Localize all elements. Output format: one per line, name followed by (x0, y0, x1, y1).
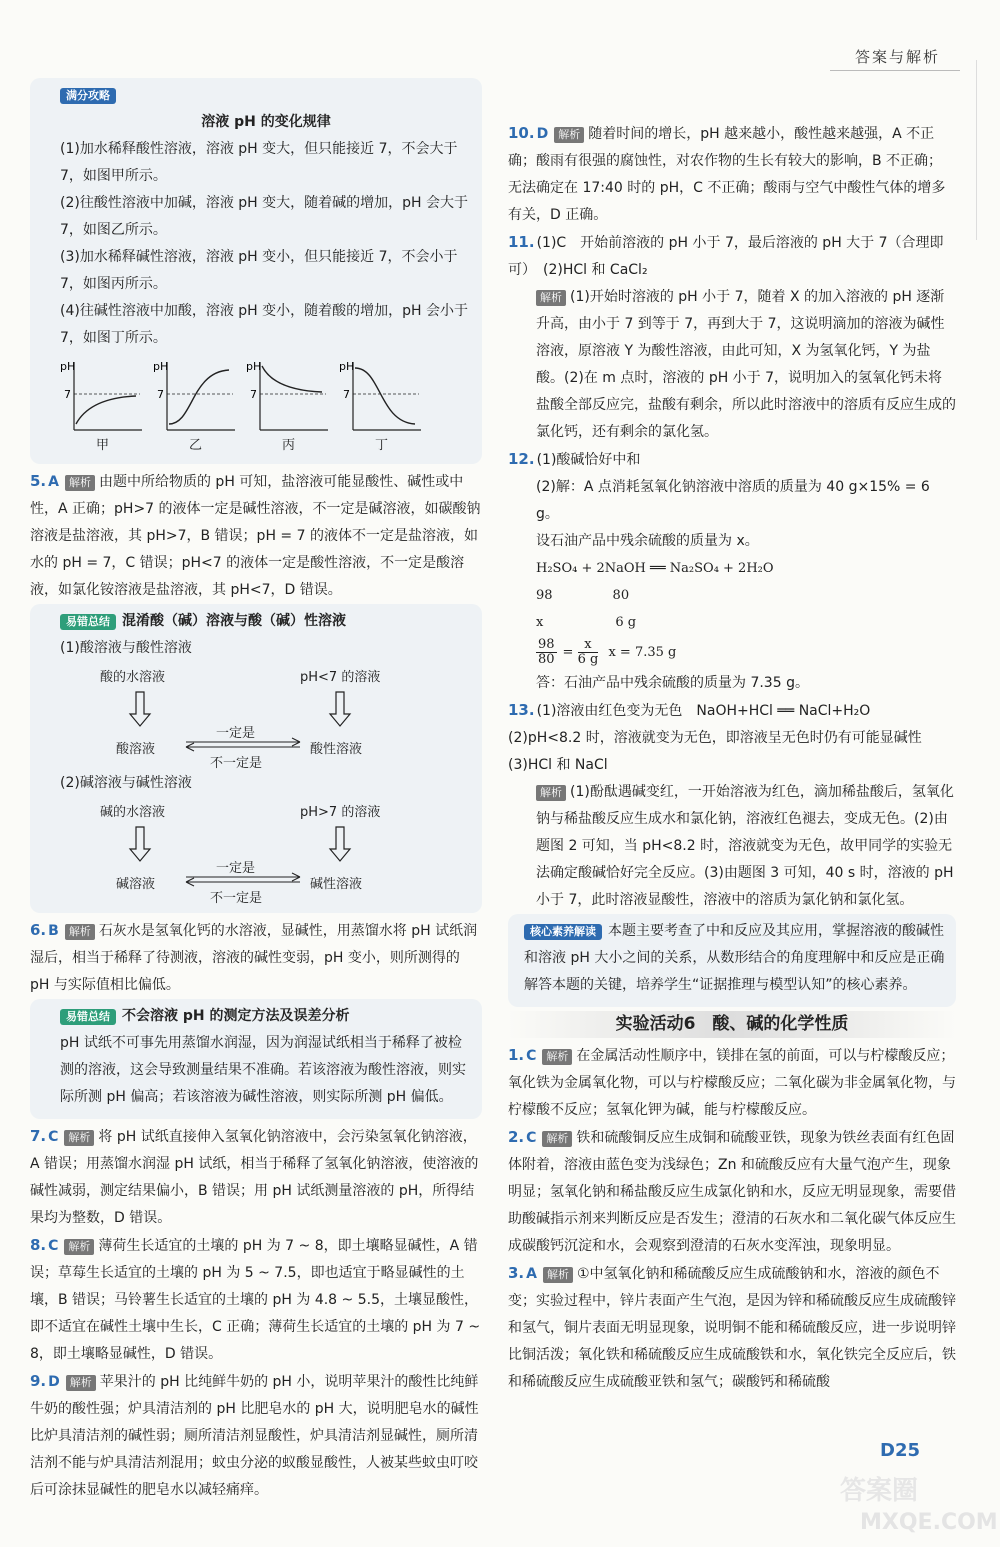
s2-answer: C (526, 1130, 537, 1146)
q9-tag: 解析 (66, 1375, 96, 1391)
graph-yi-caption: 乙 (188, 438, 202, 453)
q13-tag: 解析 (536, 785, 566, 801)
ph-graphs (60, 358, 472, 454)
mistake1-title: 混淆酸（碱）溶液与酸（碱）性溶液 (122, 613, 346, 629)
q13 (508, 697, 956, 779)
flow-acid-must: 一定是 (216, 726, 256, 741)
tips-item-2: (2)往酸性溶液中加碱，溶液 pH 变大，随着碱的增加，pH 会大于 7，如图乙所示。 (60, 195, 469, 238)
s1-answer: C (526, 1048, 537, 1064)
graph-bing-ylabel: pH (246, 360, 262, 373)
q12-frac2-den: 6 g (577, 652, 599, 667)
page-number: D25 (880, 1440, 920, 1461)
header-title: 答案与解析 (854, 48, 940, 66)
q11-analysis (508, 284, 956, 446)
graph-yi-svg (153, 358, 238, 438)
q12-frac1-den: 80 (538, 652, 555, 667)
q6 (30, 917, 482, 999)
graph-yi (153, 358, 238, 454)
q5-text: 由题中所给物质的 pH 可知，盐溶液可能显酸性、碱性或中性，A 正确；pH>7 的液体一定是碱性溶液，不一定是碱溶液，如碳酸钠溶液是盐溶液，其 pH>7，B 错误；pH = 7 的液体不一定是盐溶液，如水的 pH = 7，C 错误；pH<7 的液体一定是酸性溶液，不一定是酸溶液，如氯化铵溶液是盐溶液，其 pH<7，D 错误。 (30, 474, 481, 598)
mistake2-title: 不会溶液 pH 的测定方法及误差分析 (122, 1008, 350, 1024)
q8-tag: 解析 (64, 1239, 94, 1255)
q12-frac2 (578, 638, 599, 667)
q8 (30, 1232, 482, 1368)
graph-ding-svg (339, 358, 424, 438)
tips-item-3: (3)加水稀释碱性溶液，溶液 pH 变小，但只能接近 7，不会小于 7，如图丙所示。 (60, 249, 458, 292)
s3 (508, 1260, 956, 1396)
flow-base-left-top: 碱的水溶液 (100, 805, 166, 820)
q13-text: (1)酚酞遇碱变红，一开始溶液为红色，滴加稀盐酸后，氢氧化钠与稀盐酸反应生成水和氯化钠，溶液红色褪去，变成无色。(2)由题图 2 可知，当 pH<8.2 时，溶液就变为无色，故甲同学的实验无法确定酸碱恰好完全反应。(3)由题图 3 可知，40 s 时，溶液的 pH 小于 7，此时溶液显酸性，溶液中的溶质为氯化钠和氯化氢。 (536, 784, 954, 908)
mistake2-tag: 易错总结 (60, 1009, 116, 1025)
s1 (508, 1042, 956, 1124)
mistake1-part1: (1)酸溶液与酸性溶液 (60, 640, 192, 656)
s1-tag: 解析 (542, 1049, 572, 1065)
q13-answer: (1)溶液由红色变为无色 NaOH+HCl ══ NaCl+H₂O (2)pH<8.2 时，溶液就变为无色，即溶液呈无色时仍有可能显碱性 (3)HCl 和 NaCl (508, 703, 936, 773)
q6-answer: B (48, 923, 59, 939)
q11 (508, 229, 956, 284)
q12-equation: H₂SO₄ + 2NaOH ══ Na₂SO₄ + 2H₂O (536, 561, 774, 576)
q12-frac1-num: 98 (538, 637, 555, 652)
tips-tag: 满分攻略 (60, 88, 116, 104)
q11-tag: 解析 (536, 290, 566, 306)
graph-yi-ylabel: pH (153, 360, 169, 373)
s1-text: 在金属活动性顺序中，镁排在氢的前面，可以与柠檬酸反应；氧化铁为金属氧化物，可以与柠檬酸反应；二氧化碳为非金属氧化物，与柠檬酸不反应；氢氧化钾为碱，能与柠檬酸反应。 (508, 1048, 956, 1118)
q9-answer: D (48, 1374, 60, 1390)
q12-frac2-num: x (578, 638, 599, 653)
q9-text: 苹果汁的 pH 比纯鲜牛奶的 pH 小，说明苹果汁的酸性比纯鲜牛奶的酸性强；炉具清洁剂的 pH 比肥皂水的 pH 大，说明肥皂水的碱性比炉具清洁剂的碱性弱；厕所清洁剂显酸性，炉具清洁剂显碱性，厕所清洁剂不能与炉具清洁剂混用；蚊虫分泌的蚁酸显酸性，人被某些蚊虫叮咬后可涂抹显碱性的肥皂水以减轻痛痒。 (30, 1374, 479, 1498)
s3-text: ①中氢氧化钠和稀硫酸反应生成硫酸钠和水，溶液的颜色不变；实验过程中，锌片表面产生气泡，是因为锌和稀硫酸反应生成硫酸锌和氢气，铜片表面无明显现象，说明铜不能和稀硫酸反应，进一步说明锌比铜活泼；氧化铁和稀硫酸反应生成硫酸铁和水，氧化铁完全反应后，铁和稀硫酸反应生成硫酸亚铁和氢气；碳酸钙和稀硫酸 (508, 1266, 956, 1390)
margin-decoration (958, 60, 977, 240)
flow-acid-right-top: pH<7 的溶液 (300, 670, 381, 685)
q6-text: 石灰水是氢氧化钙的水溶液，显碱性，用蒸馏水将 pH 试纸润湿后，相当于稀释了待测液，溶液的碱性变弱，pH 变小，则所测得的 pH 与实际值相比偏低。 (30, 923, 478, 993)
q6-tag: 解析 (65, 924, 95, 940)
s2-num: 2. (508, 1128, 525, 1146)
core-text: 本题主要考查了中和反应及其应用，掌握溶液的酸碱性和溶液 pH 大小之间的关系，从数形结合的角度理解中和反应是正确解答本题的关键，培养学生“证据推理与模型认知”的核心素养。 (524, 923, 945, 993)
flow-base-right-top: pH>7 的溶液 (300, 805, 381, 820)
flow-base-must: 一定是 (216, 861, 256, 876)
graph-ding-ylabel: pH (339, 360, 355, 373)
mistake1-box (30, 604, 482, 913)
s1-num: 1. (508, 1046, 525, 1064)
q10-text: 随着时间的增长，pH 越来越小，酸性越来越强，A 不正确；酸雨有很强的腐蚀性，对农作物的生长有较大的影响，B 不正确；无法确定在 17:40 时的 pH，C 不正确；酸雨与空气中酸性气体的增多有关，D 正确。 (508, 126, 946, 223)
q8-answer: C (48, 1238, 59, 1254)
q13-num: 13. (508, 701, 535, 719)
q10-num: 10. (508, 124, 535, 142)
tips-box (30, 78, 482, 464)
s3-answer: A (526, 1266, 537, 1282)
q12-result: x = 7.35 g (608, 645, 677, 660)
q12-values (508, 609, 956, 636)
q5-num: 5. (30, 472, 47, 490)
flow-acid-not-must: 不一定是 (210, 756, 263, 771)
q12-frac1 (536, 638, 557, 667)
flow-base-left-bottom: 碱溶液 (116, 877, 156, 892)
q12-part1: (1)酸碱恰好中和 (536, 452, 641, 468)
q7-num: 7. (30, 1127, 47, 1145)
flow-acid (100, 662, 420, 770)
watermark-url: MXQE.COM (860, 1510, 998, 1535)
q12-l3: 设石油产品中残余硫酸的质量为 x。 (536, 533, 759, 549)
q7-text: 将 pH 试纸直接伸入氢氧化钠溶液中，会污染氢氧化钠溶液，A 错误；用蒸馏水润湿 pH 试纸，相当于稀释了氢氧化钠溶液，使溶液的碱性减弱，测定结果偏小，B 错误；用 pH 试纸测量溶液的 pH，所得结果均为整数，D 错误。 (30, 1129, 479, 1226)
q7-answer: C (48, 1129, 59, 1145)
section-title: 实验活动6 酸、碱的化学性质 (508, 1011, 956, 1038)
tips-item-4: (4)往碱性溶液中加酸，溶液 pH 变小，随着酸的增加，pH 会小于 7，如图丁所示。 (60, 303, 469, 346)
q6-num: 6. (30, 921, 47, 939)
q10-tag: 解析 (554, 127, 584, 143)
s2-text: 铁和硫酸铜反应生成铜和硫酸亚铁，现象为铁丝表面有红色固体附着，溶液由蓝色变为浅绿色；Zn 和硫酸反应有大量气泡产生，现象明显；氢氧化钠和稀盐酸反应生成氯化钠和水，反应无明显现象，需要借助酸碱指示剂来判断反应是否发生；澄清的石灰水和二氧化碳气体反应生成碳酸钙沉淀和水，会观察到澄清的石灰水变浑浊，现象明显。 (508, 1130, 956, 1254)
q12-answer: 答：石油产品中残余硫酸的质量为 7.35 g。 (536, 675, 809, 691)
q12-l1 (508, 446, 956, 474)
graph-jia (60, 358, 145, 454)
q7-tag: 解析 (64, 1130, 94, 1146)
flow-acid-left-top: 酸的水溶液 (100, 670, 166, 685)
flow-acid-left-bottom: 酸溶液 (116, 742, 156, 757)
flow-base-not-must: 不一定是 (210, 891, 263, 906)
q5 (30, 468, 482, 604)
q7 (30, 1123, 482, 1232)
graph-jia-ylabel: pH (60, 360, 76, 373)
graph-ding-caption: 丁 (374, 438, 388, 453)
s3-tag: 解析 (543, 1267, 573, 1283)
q12-masses (508, 582, 956, 609)
watermark-logo: 答案圈 (840, 1476, 919, 1506)
flow-acid-right-bottom: 酸性溶液 (310, 742, 363, 757)
header-divider (830, 70, 960, 71)
q10-answer: D (536, 126, 549, 142)
graph-jia-caption: 甲 (95, 438, 109, 453)
q12-m2: 80 (612, 588, 630, 603)
q12-v2: 6 g (615, 615, 637, 630)
graph-bing (246, 358, 331, 454)
graph-ding (339, 358, 424, 454)
q10 (508, 120, 956, 229)
s3-num: 3. (508, 1264, 525, 1282)
s2-tag: 解析 (542, 1131, 572, 1147)
s2 (508, 1124, 956, 1260)
mistake2-box (30, 999, 482, 1119)
mistake1-part2: (2)碱溶液与碱性溶液 (60, 775, 192, 791)
q9-num: 9. (30, 1372, 47, 1390)
right-column (508, 120, 956, 1396)
q11-answer: (1)C 开始前溶液的 pH 小于 7，最后溶液的 pH 大于 7（合理即可） (2)HCl 和 CaCl₂ (508, 235, 944, 278)
flow-base (100, 797, 420, 905)
graph-bing-ref: 7 (250, 388, 257, 401)
core-tag: 核心素养解读 (524, 924, 602, 940)
q12-m1: 98 (536, 588, 553, 603)
q8-num: 8. (30, 1236, 47, 1254)
left-column (30, 78, 482, 1504)
graph-yi-ref: 7 (157, 388, 164, 401)
core-box (508, 914, 956, 1007)
graph-bing-caption: 丙 (281, 438, 295, 453)
q12-l2: (2)解：A 点消耗氢氧化钠溶液中溶质的质量为 40 g×15% = 6 g。 (536, 479, 930, 522)
q9 (30, 1368, 482, 1504)
mistake1-tag: 易错总结 (60, 614, 116, 630)
q13-analysis (508, 779, 956, 914)
tips-title: 溶液 pH 的变化规律 (201, 114, 331, 130)
q8-text: 薄荷生长适宜的土壤的 pH 为 7 ~ 8，即土壤略显碱性，A 错误；草莓生长适宜的土壤的 pH 为 5 ~ 7.5，即也适宜于略显碱性的土壤，B 错误；马铃薯生长适宜的土壤的 pH 为 4.8 ~ 5.5，土壤显酸性，即不适宜在碱性土壤中生长，C 正确；薄荷生长适宜的土壤的 pH 为 7 ~ 8，即土壤略显碱性，D 错误。 (30, 1238, 481, 1362)
flow-base-right-bottom: 碱性溶液 (310, 877, 363, 892)
mistake2-text: pH 试纸不可事先用蒸馏水润湿，因为润湿试纸相当于稀释了被检测的溶液，这会导致测量结果不准确。若该溶液为酸性溶液，则实际所测 pH 偏高；若该溶液为碱性溶液，则实际所测 pH 偏低。 (60, 1035, 466, 1105)
q12-num: 12. (508, 450, 535, 468)
tips-item-1: (1)加水稀释酸性溶液，溶液 pH 变大，但只能接近 7，不会大于 7，如图甲所示。 (60, 141, 458, 184)
q11-text: (1)开始时溶液的 pH 小于 7，随着 X 的加入溶液的 pH 逐渐升高，由小于 7 到等于 7，再到大于 7，这说明滴加的溶液为碱性溶液，原溶液 Y 为酸性溶液，由此可知，X 为氢氧化钙，Y 为盐酸。(2)在 m 点时，溶液的 pH 小于 7，说明加入的氢氧化钙未将盐酸全部反应完，盐酸有剩余，所以此时溶液中的溶质有反应生成的氯化钙，还有剩余的氯化氢。 (536, 289, 956, 440)
q11-num: 11. (508, 233, 535, 251)
graph-bing-svg (246, 358, 331, 438)
q12-v1: x (536, 615, 544, 630)
graph-ding-ref: 7 (343, 388, 350, 401)
q5-tag: 解析 (65, 475, 95, 491)
q5-answer: A (48, 474, 59, 490)
q12-proportion: $\frac{98}{80}$ = $\frac{x}{6 g}$ x = 7.35 g (538, 637, 677, 667)
graph-jia-ref: 7 (64, 388, 71, 401)
graph-jia-svg (60, 358, 145, 438)
